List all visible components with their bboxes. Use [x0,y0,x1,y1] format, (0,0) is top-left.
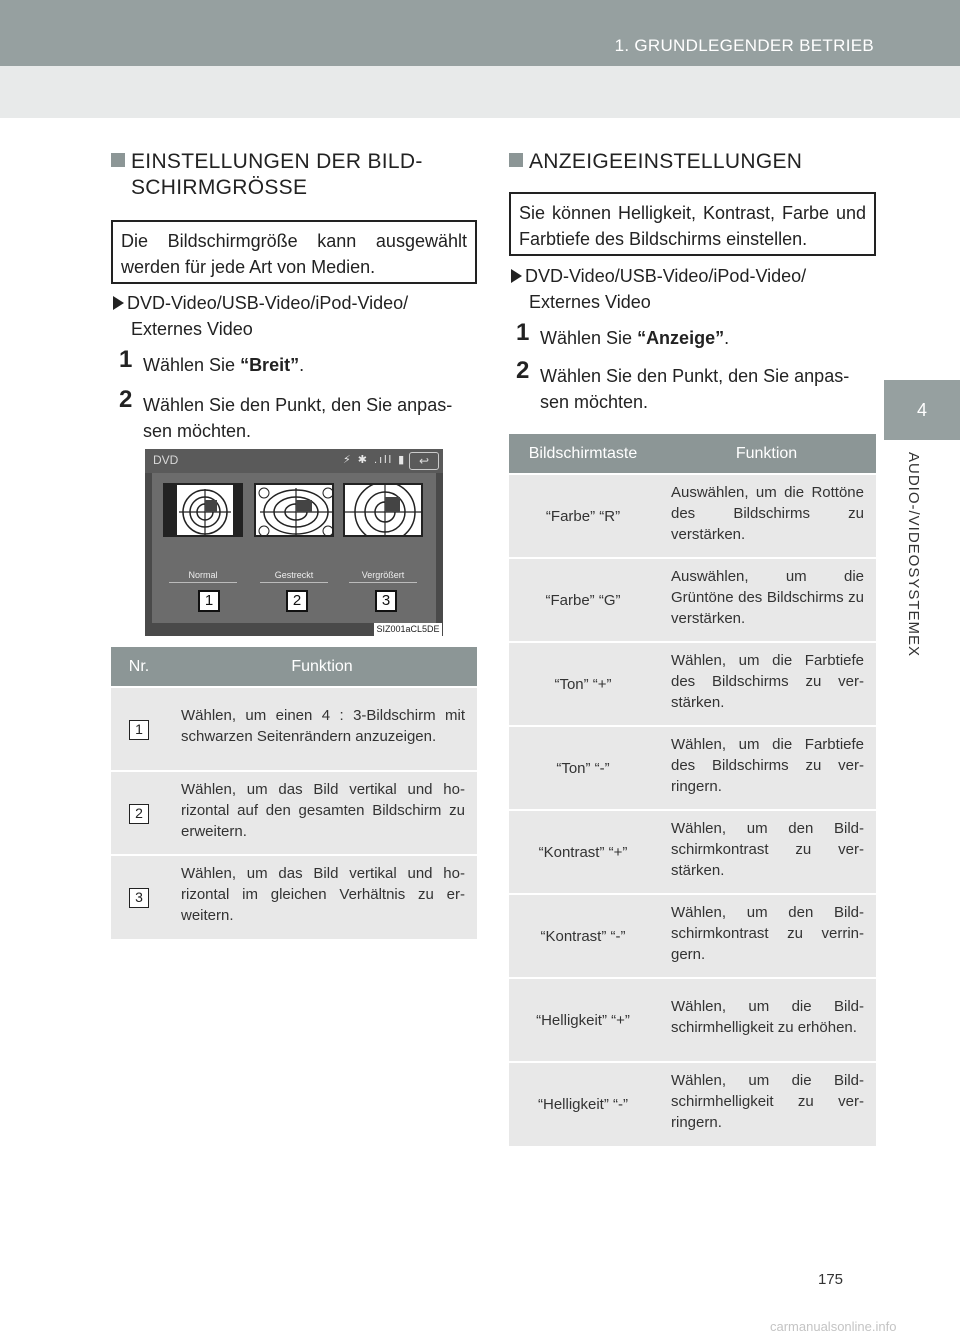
source-line: DVD-Video/USB-Video/iPod-Video/ Externes Video [113,290,473,342]
table-row [509,894,876,978]
intro-box-screen-size: Die Bildschirmgröße kann ausgewählt werden für jede Art von Medien. [111,220,477,284]
row-function: Wählen, um die Bildschirmhelligkeit zu erhöhen. [657,978,876,1062]
table-row [509,642,876,726]
row-key: “Farbe” “G” [509,558,657,642]
table-row [509,1062,876,1146]
picture-stretched-icon[interactable] [254,483,334,537]
option-stretched-button[interactable]: Gestreckt [260,567,328,583]
row-key: “Kontrast” “+” [509,810,657,894]
step-keyword: “Breit” [240,355,300,375]
step-keyword: “Anzeige” [637,328,725,348]
table-row [509,558,876,642]
section-title-line1: EINSTELLUNGEN DER BILD- [131,150,423,173]
section-title-screen-size [111,150,477,200]
callout-3: 3 [375,590,397,612]
table-header-key: Bildschirmtaste [509,434,657,474]
chapter-title: 1. GRUNDLEGENDER BETRIEB [614,36,874,55]
table-row [111,855,477,939]
row-function: Wählen, um die Farbtiefe des Bildschirms zu verstärken. [657,642,876,726]
row-function: Auswählen, um die Grüntöne des Bildschirms zu verstärken. [657,558,876,642]
table-header-nr: Nr. [111,647,167,687]
header-bar [0,0,960,66]
picture-zoomed-icon[interactable] [343,483,423,537]
screen-title: DVD [153,453,179,467]
chapter-name: AUDIO-/VIDEOSYSTEMEX [905,452,922,658]
picture-normal-icon[interactable] [163,483,243,537]
row-key: “Ton” “-” [509,726,657,810]
callout-1: 1 [198,590,220,612]
section-square-icon [509,153,523,167]
callout-2: 2 [286,590,308,612]
row-function: Wählen, um die Bildschirmhelligkeit zu verringern. [657,1062,876,1146]
row-number: 3 [129,888,149,908]
image-code: SIZ001aCL5DE [374,623,442,636]
page-number: 175 [818,1271,844,1288]
row-function: Wählen, um einen 4 : 3-Bildschirm mit schwarzen Seitenrändern anzuzeigen. [167,687,477,771]
step-1: 1 Wählen Sie “Anzeige”. [516,319,730,348]
step-number: 2 [516,357,530,384]
table-row [111,687,477,771]
row-key: “Helligkeit” “+” [509,978,657,1062]
option-zoomed-button[interactable]: Vergrößert [349,567,417,583]
display-settings-table [509,434,876,1146]
chapter-number-tab: 4 [884,380,960,440]
row-key: “Kontrast” “-” [509,894,657,978]
source-line: DVD-Video/USB-Video/iPod-Video/ Externes Video [511,263,871,315]
header-subbar [0,66,960,118]
table-row [509,474,876,558]
arrow-right-icon [113,296,124,310]
table-header-function: Funktion [657,434,876,474]
chapter-side-label [898,452,926,692]
table-row [509,726,876,810]
row-function: Auswählen, um die Rottöne des Bildschirms zu verstärken. [657,474,876,558]
table-row [111,771,477,855]
row-function: Wählen, um den Bildschirmkontrast zu verringern. [657,894,876,978]
table-row [509,810,876,894]
row-key: “Helligkeit” “-” [509,1062,657,1146]
step-1: 1 Wählen Sie “Breit”. [119,346,305,375]
step-2: 2 Wählen Sie den Punkt, den Sie anpas- sen möchten. [516,357,850,412]
row-key: “Farbe” “R” [509,474,657,558]
step-number: 2 [119,386,133,413]
row-number: 1 [129,720,149,740]
step-2: 2 Wählen Sie den Punkt, den Sie anpas- sen möchten. [119,386,453,441]
row-number: 2 [129,804,149,824]
arrow-right-icon [511,269,522,283]
intro-box-display: Sie können Helligkeit, Kontrast, Farbe und Farbtiefe des Bildschirms einstellen. [509,192,876,256]
screen-title-bar [145,449,443,473]
row-function: Wählen, um das Bild vertikal und horizontal im gleichen Verhältnis zu erweitern. [167,855,477,939]
row-function: Wählen, um den Bildschirmkontrast zu verstärken. [657,810,876,894]
section-square-icon [111,153,125,167]
step-number: 1 [119,346,133,373]
back-icon[interactable]: ↩ [409,452,439,470]
option-normal-button[interactable]: Normal [169,567,237,583]
section-title-display: ANZEIGEEINSTELLUNGEN [509,150,802,174]
row-function: Wählen, um das Bild vertikal und horizontal auf den gesamten Bildschirm zu erweitern. [167,771,477,855]
status-icons: ⚡ ✱ .ıll ▮ [343,454,407,466]
section-title-line2: SCHIRMGRÖSSE [131,176,308,199]
row-function: Wählen, um die Farbtiefe des Bildschirms zu verringern. [657,726,876,810]
table-header-function: Funktion [167,647,477,687]
screen-size-table [111,647,477,939]
table-row [509,978,876,1062]
watermark: carmanualsonline.info [770,1319,897,1334]
row-key: “Ton” “+” [509,642,657,726]
step-number: 1 [516,319,530,346]
